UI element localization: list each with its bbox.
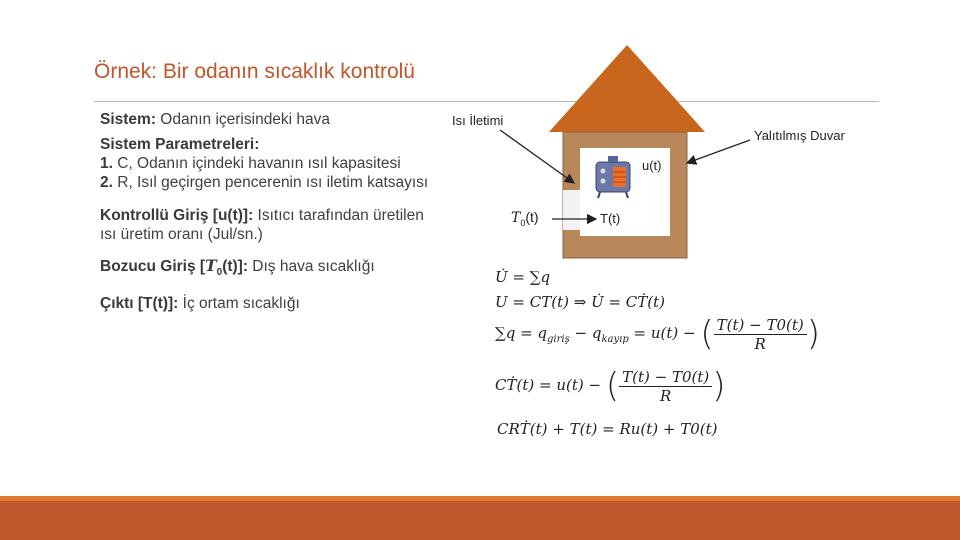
equation-2: U = CT(t) ⇒ U̇ = CṪ(t) <box>495 293 666 311</box>
system-line <box>100 110 430 129</box>
control-input-label: Kontrollü Giriş [u(t)]: <box>100 207 254 224</box>
equation-4: CṪ(t) = u(t) − ( $\frac{T(t) - T0(t)}{R}$ ) <box>495 366 726 406</box>
heat-conduction-label: Isı İletimi <box>452 113 504 128</box>
outside-temp-label: $T_0(t)$ <box>511 209 539 228</box>
heater-input-label: u(t) <box>642 158 662 173</box>
system-label: Sistem: <box>100 111 156 128</box>
disturbance-line: Bozucu Giriş $[T_0(t)]$: Dış hava sıcaklığı <box>100 256 375 279</box>
control-input-text: Isıtıcı tarafından üretilen ısı üretim oranı (Jul/sn.) <box>100 207 424 243</box>
house-roof <box>549 45 705 132</box>
output-label: Çıktı [T(t)]: <box>100 295 179 313</box>
equation-5: CRṪ(t) + T(t) = Ru(t) + T0(t) <box>497 420 718 438</box>
output-line <box>100 294 430 313</box>
control-input-line <box>100 206 430 244</box>
window-gap <box>563 190 580 230</box>
heater-icon <box>596 156 630 198</box>
param-1: 1. C, Odanın içindeki havanın ısıl kapasitesi <box>100 155 401 172</box>
param-2: 2. R, Isıl geçirgen pencerenin ısı iletim katsayısı <box>100 174 429 191</box>
insulated-wall-label: Yalıtılmış Duvar <box>754 128 845 143</box>
equation-3: $\sum q = q_{giriş} - q_{kayıp} = u(t)$ − ( $\frac{T(t) - T0(t)}{R}$ ) <box>495 314 821 354</box>
house-diagram <box>430 40 890 270</box>
equation-1: U̇ = ∑q <box>495 268 551 286</box>
insulated-wall-arrow <box>687 140 750 163</box>
output-text: İç ortam sıcaklığı <box>178 295 300 313</box>
system-text: Odanın içerisindeki hava <box>156 111 331 128</box>
inside-temp-label: T(t) <box>600 211 621 226</box>
slide-title: Örnek: Bir odanın sıcaklık kontrolü <box>94 60 415 83</box>
left-text-panel <box>100 110 430 319</box>
footer-bar <box>0 501 960 540</box>
params-heading: Sistem Parametreleri: <box>100 136 260 153</box>
